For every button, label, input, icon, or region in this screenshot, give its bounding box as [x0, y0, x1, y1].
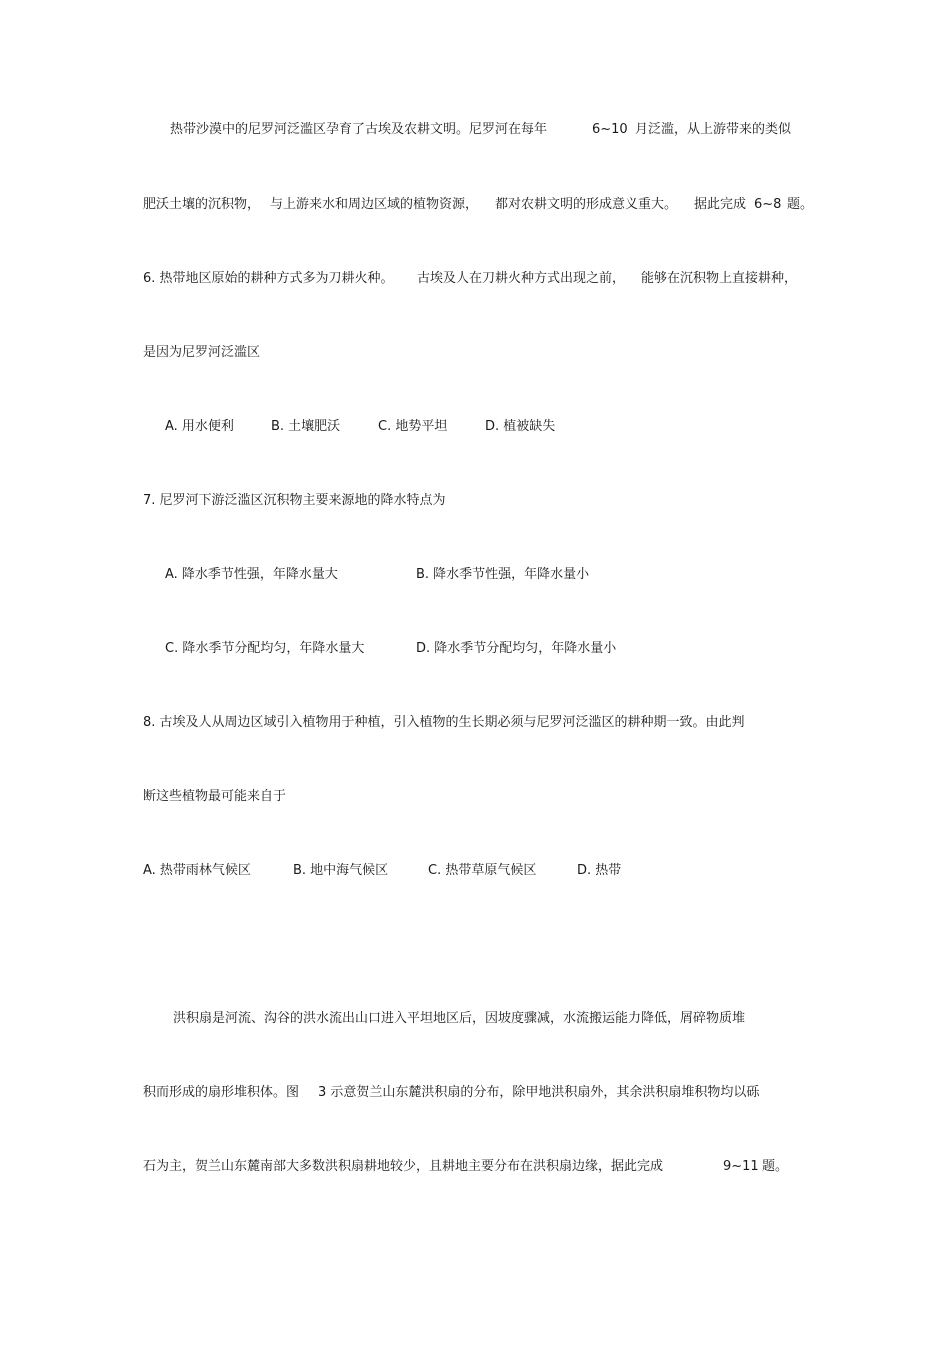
passage1-line1-a: 热带沙漠中的尼罗河泛滥区孕育了古埃及农耕文明。尼罗河在每年 [170, 122, 548, 137]
q7-option-d: D. 降水季节分配均匀，年降水量小 [416, 641, 617, 656]
q6-option-c: C. 地势平坦 [378, 419, 448, 434]
q6-option-b: B. 土壤肥沃 [271, 419, 341, 434]
q8-option-d: D. 热带 [577, 863, 622, 878]
passage2-line1: 洪积扇是河流、沟谷的洪水流出山口进入平坦地区后，因坡度骤减，水流搬运能力降低，屑碎物质堆 [173, 1011, 746, 1026]
passage1-line2-f: 题。 [787, 197, 814, 212]
q8-stem-line1: 8. 古埃及人从周边区域引入植物用于种植，引入植物的生长期必须与尼罗河泛滥区的耕种期一致。由此判 [143, 715, 745, 730]
passage1-line2-c: 都对农耕文明的形成意义重大。 [495, 197, 678, 212]
q6-option-a: A. 用水便利 [165, 419, 234, 434]
q7-stem: 7. 尼罗河下游泛滥区沉积物主要来源地的降水特点为 [143, 493, 446, 508]
q7-option-b: B. 降水季节性强，年降水量小 [416, 567, 590, 582]
passage2-line2-b: 3 示意贺兰山东麓洪积扇的分布，除甲地洪积扇外，其余洪积扇堆积物均以砾 [318, 1085, 760, 1100]
passage2-line3-b: 9~11 [723, 1159, 759, 1174]
q8-option-b: B. 地中海气候区 [293, 863, 389, 878]
q6-stem-line2: 是因为尼罗河泛滥区 [143, 345, 261, 360]
q8-option-c: C. 热带草原气候区 [428, 863, 537, 878]
passage1-line2-e: 6~8 [754, 197, 782, 212]
q6-stem-line1-b: 古埃及人在刀耕火种方式出现之前， [417, 271, 626, 286]
q8-stem-line2: 断这些植物最可能来自于 [143, 789, 287, 804]
passage1-line2-b: 与上游来水和周边区域的植物资源， [270, 197, 479, 212]
passage2-line3-a: 石为主，贺兰山东麓南部大多数洪积扇耕地较少，且耕地主要分布在洪积扇边缘，据此完成 [143, 1159, 664, 1174]
passage2-line3-c: 题。 [762, 1159, 789, 1174]
passage1-line2-d: 据此完成 [694, 197, 747, 212]
q7-option-a: A. 降水季节性强，年降水量大 [165, 567, 338, 582]
q6-stem-line1-c: 能够在沉积物上直接耕种， [641, 271, 798, 286]
passage1-line1-c: 月泛滥，从上游带来的类似 [635, 122, 792, 137]
q6-option-d: D. 植被缺失 [485, 419, 556, 434]
passage2-line2-a: 积而形成的扇形堆积体。图 [143, 1085, 300, 1100]
q7-option-c: C. 降水季节分配均匀，年降水量大 [165, 641, 365, 656]
passage1-line2-a: 肥沃土壤的沉积物， [143, 197, 261, 212]
q8-option-a: A. 热带雨林气候区 [143, 863, 251, 878]
q6-stem-line1-a: 6. 热带地区原始的耕种方式多为刀耕火种。 [143, 271, 394, 286]
passage1-line1-b: 6~10 [592, 122, 628, 137]
